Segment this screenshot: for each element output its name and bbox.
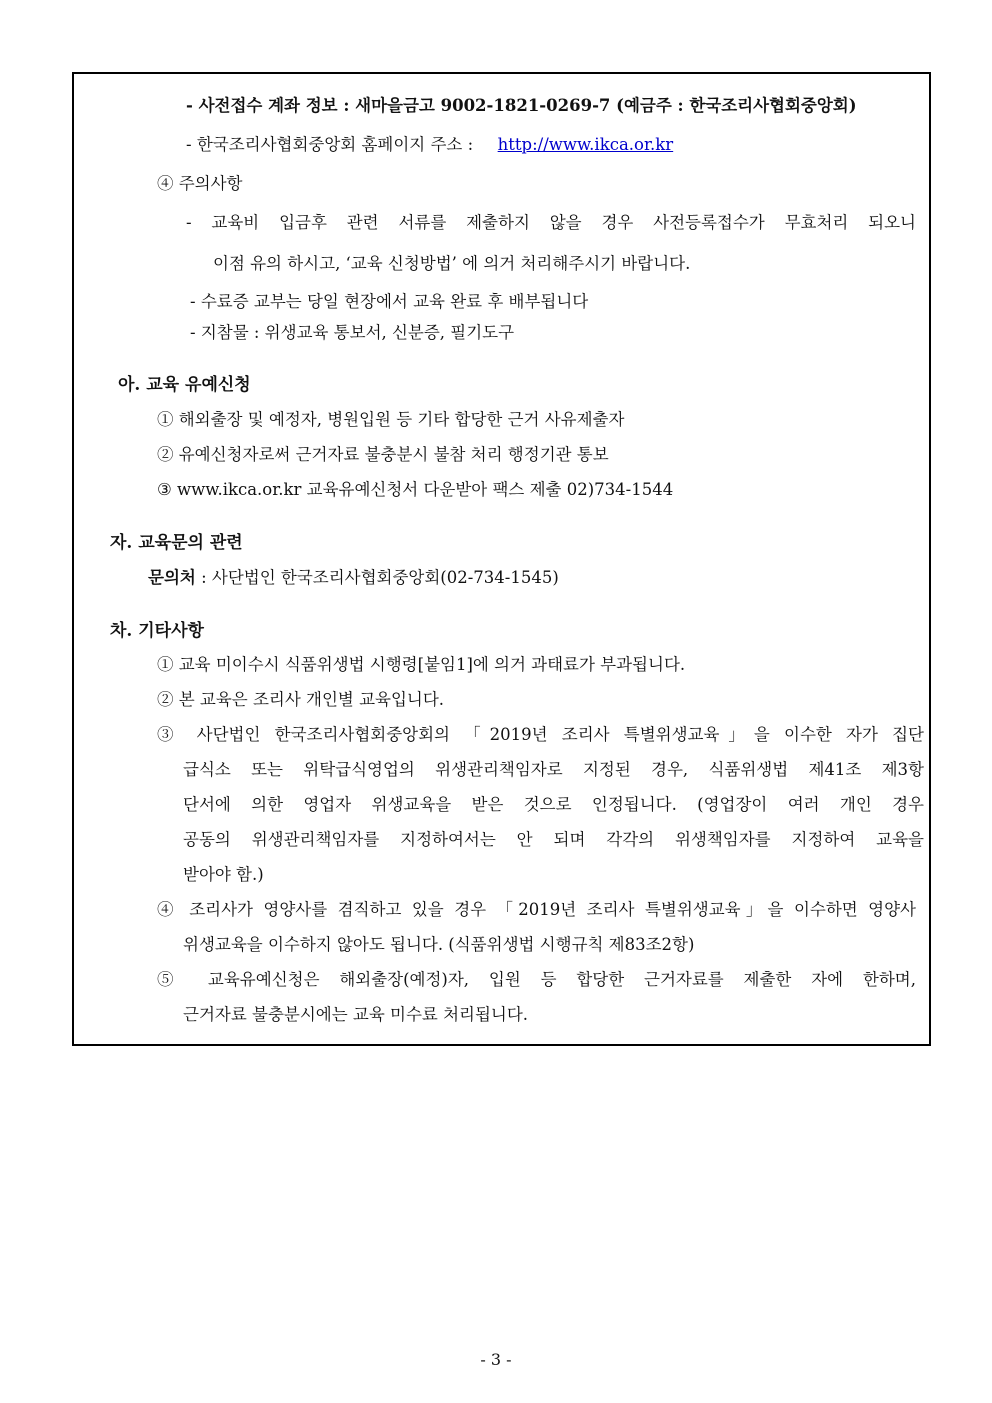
section-cha-item-3-line-4: 공동의 위생관리책임자를 지정하여서는 안 되며 각각의 위생책임자를 지정하여 교육을 (183, 830, 924, 849)
cautions-title: ④ 주의사항 (157, 174, 243, 193)
section-a-item-1: ① 해외출장 및 예정자, 병원입원 등 기타 합당한 근거 사유제출자 (157, 410, 625, 429)
section-cha-item-3-line-5: 받아야 함.) (183, 865, 264, 884)
section-cha-item-3-line-1: ③ 사단법인 한국조리사협회중앙회의 「2019년 조리사 특별위생교육」을 이수한 자가 집단 (157, 725, 924, 744)
caution-2: - 수료증 교부는 당일 현장에서 교육 완료 후 배부됩니다 (190, 292, 589, 311)
section-cha-item-5-line-2: 근거자료 불충분시에는 교육 미수료 처리됩니다. (183, 1005, 529, 1024)
section-cha-item-2: ② 본 교육은 조리사 개인별 교육입니다. (157, 690, 445, 709)
caution-1-line2: 이점 유의 하시고, ‘교육 신청방법’ 에 의거 처리해주시기 바랍니다. (213, 254, 691, 273)
contact-value: : 사단법인 한국조리사협회중앙회(02-734-1545) (195, 568, 559, 587)
section-cha-item-5-line-1: ⑤ 교육유예신청은 해외출장(예정)자, 입원 등 합당한 근거자료를 제출한 자에 한하며, (157, 970, 916, 989)
section-ja-title: 자. 교육문의 관련 (110, 533, 243, 553)
section-cha-item-4-line-2: 위생교육을 이수하지 않아도 됩니다. (식품위생법 시행규칙 제83조2항) (183, 935, 695, 954)
section-a-item-2: ② 유예신청자로써 근거자료 불충분시 불참 처리 행정기관 통보 (157, 445, 609, 464)
page-number: - 3 - (480, 1350, 512, 1369)
section-a-item-3: ③ www.ikca.or.kr 교육유예신청서 다운받아 팩스 제출 02)734-1544 (157, 480, 674, 499)
homepage-prefix: - 한국조리사협회중앙회 홈페이지 주소 : (186, 135, 474, 154)
section-cha-item-3-line-2: 급식소 또는 위탁급식영업의 위생관리책임자로 지정된 경우, 식품위생법 제41조 제3항 (183, 760, 924, 779)
contact-label: 문의처 (148, 568, 196, 587)
section-cha-item-3-line-3: 단서에 의한 영업자 위생교육을 받은 것으로 인정됩니다. (영업장이 여러 개인 경우 (183, 795, 924, 814)
homepage-line (186, 134, 673, 156)
homepage-link[interactable]: http://www.ikca.or.kr (497, 135, 674, 154)
section-cha-item-1: ① 교육 미이수시 식품위생법 시행령[붙임1]에 의거 과태료가 부과됩니다. (157, 655, 686, 674)
section-a-title: 아. 교육 유예신청 (118, 375, 251, 395)
caution-3: - 지참물 : 위생교육 통보서, 신분증, 필기도구 (190, 323, 515, 342)
section-cha-item-4-line-1: ④ 조리사가 영양사를 겸직하고 있을 경우 「2019년 조리사 특별위생교육」을 이수하면 영양사 (157, 900, 916, 919)
caution-1-line1: - 교육비 입금후 관련 서류를 제출하지 않을 경우 사전등록접수가 무효처리 되오니 (186, 213, 916, 232)
contact-line (148, 567, 559, 589)
section-cha-title: 차. 기타사항 (110, 621, 204, 641)
account-info: - 사전접수 계좌 정보 : 새마을금고 9002-1821-0269-7 (예금주 : 한국조리사협회중앙회) (186, 96, 857, 115)
